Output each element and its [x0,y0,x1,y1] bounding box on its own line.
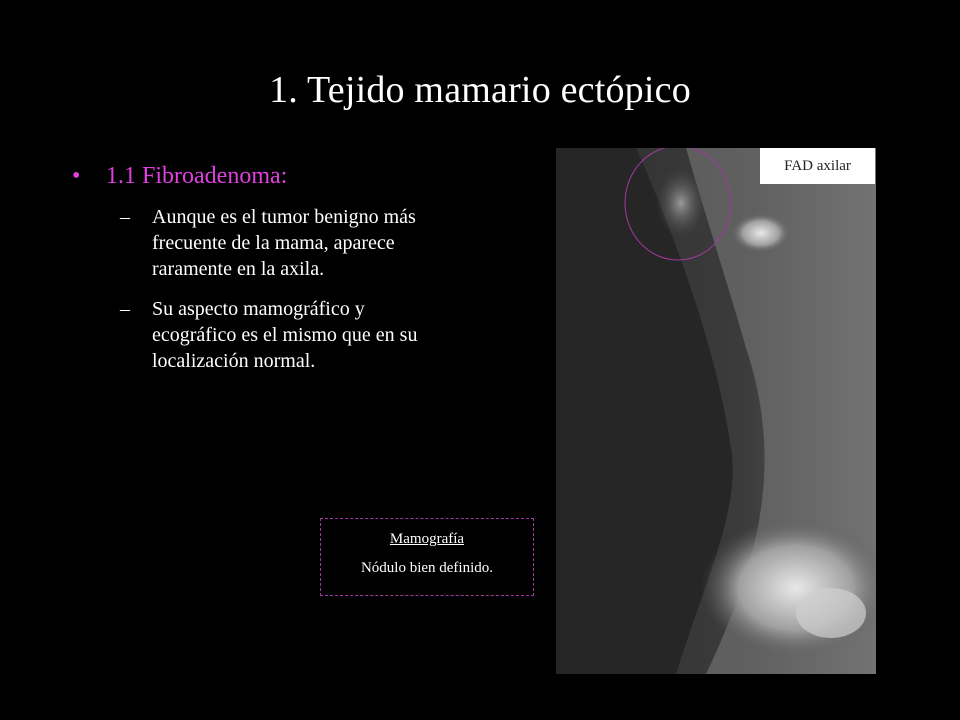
caption-heading: Mamografía [389,531,465,547]
dash-marker: – [120,206,130,228]
bullet-marker: • [72,163,81,189]
sub-item-text: Su aspecto mamográfico y ecográfico es el mismo que en su localización normal. [152,298,418,372]
dash-marker: – [120,298,130,320]
caption-box [320,518,534,596]
sub-item-text: Aunque es el tumor benigno más frecuente de la mama, aparece raramente en la axila. [152,206,416,280]
sub-item [120,204,450,282]
slide-title: 1. Tejido mamario ectópico [269,69,691,111]
mammography-drawing [556,148,876,674]
bullet-label: 1.1 Fibroadenoma: [106,163,288,189]
caption-body: Nódulo bien definido. [360,560,494,576]
mammography-image [556,148,876,674]
image-tag: FAD axilar [760,148,875,184]
sub-item [120,296,450,374]
bullet-list [72,162,472,388]
sub-list [72,204,472,374]
bullet-item [72,162,472,190]
